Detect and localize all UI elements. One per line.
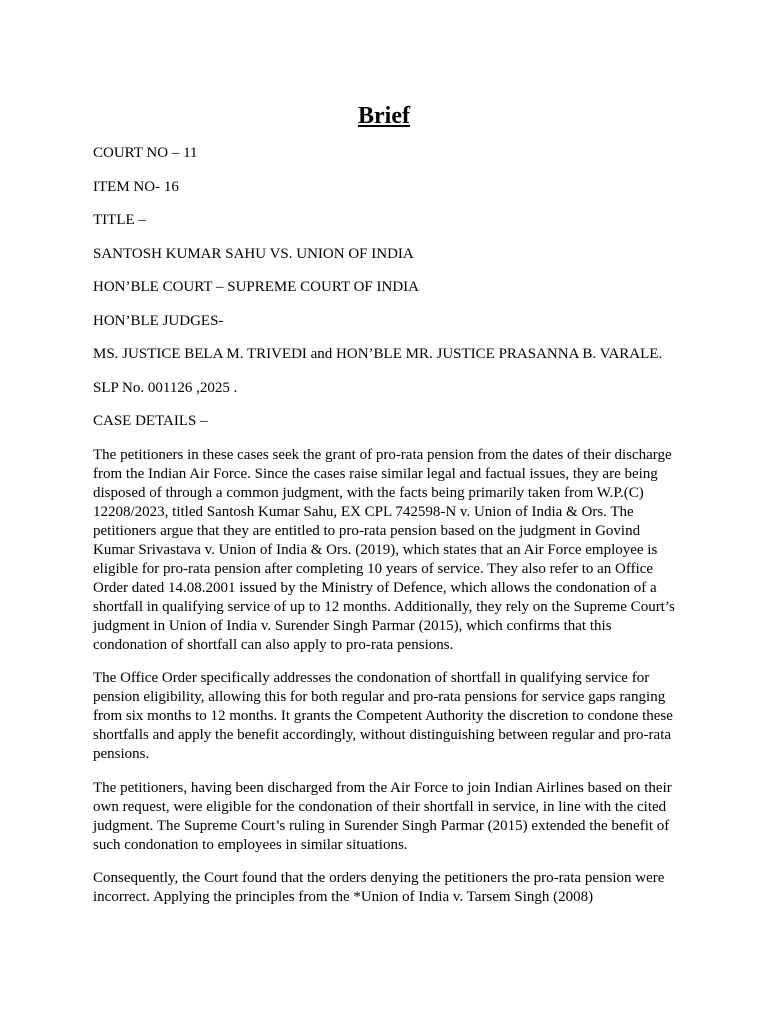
judges-label: HON’BLE JUDGES- <box>93 312 224 329</box>
case-details-label: CASE DETAILS – <box>93 413 208 429</box>
court-name: HON’BLE COURT – SUPREME COURT OF INDIA <box>93 279 420 295</box>
document-title: Brief <box>358 103 410 129</box>
case-paragraph: Consequently, the Court found that the orders denying the petitioners the pro-rata pension were incorrect. Applying the principles from the *Union of India v. Tarsem Singh (2008) <box>93 870 665 905</box>
slp-number: SLP No. 001126 ,2025 . <box>93 379 238 396</box>
title-label: TITLE – <box>93 212 146 228</box>
court-number: COURT NO – 11 <box>93 145 198 161</box>
case-paragraph: The petitioners in these cases seek the grant of pro-rata pension from the dates of their discharge from the Indian Air Force. Since the cases raise similar legal and factual issues, they are being disposed of through a common judgment, with the facts being primarily taken from W.P.(C) 12208/2023, titled Santosh Kumar Sahu, EX CPL 742598-N v. Union of India & Ors. The petitioners argue that they are entitled to pro-rata pension based on the judgment in Govind Kumar Srivastava v. Union of India & Ors. (2019), which states that an Air Force employee is eligible for pro-rata pension after completing 10 years of service. They also refer to an Office Order dated 14.08.2001 issued by the Ministry of Defence, which allows the condonation of a shortfall in qualifying service of up to 12 months. Additionally, they rely on the Supreme Court’s judgment in Union of India v. Surender Singh Parmar (2015), which confirms that this condonation of shortfall can also apply to pro-rata pensions. <box>93 446 675 653</box>
judges-names: MS. JUSTICE BELA M. TRIVEDI and HON’BLE MR. JUSTICE PRASANNA B. VARALE. <box>93 346 663 362</box>
document-page <box>93 100 675 922</box>
item-number: ITEM NO- 16 <box>93 178 179 195</box>
case-paragraph: The Office Order specifically addresses the condonation of shortfall in qualifying service for pension eligibility, allowing this for both regular and pro-rata pensions for service gaps ranging from six months to 12 months. It grants the Competent Authority the discretion to condone these shortfalls and apply the benefit accordingly, without distinguishing between regular and pro-rata pensions. <box>93 670 673 762</box>
case-title: SANTOSH KUMAR SAHU VS. UNION OF INDIA <box>93 245 414 262</box>
case-paragraph: The petitioners, having been discharged from the Air Force to join Indian Airlines based on their own request, were eligible for the condonation of their shortfall in service, in line with the cited judgment. The Supreme Court’s ruling in Surender Singh Parmar (2015) extended the benefit of such condonation to employees in similar situations. <box>93 779 672 853</box>
